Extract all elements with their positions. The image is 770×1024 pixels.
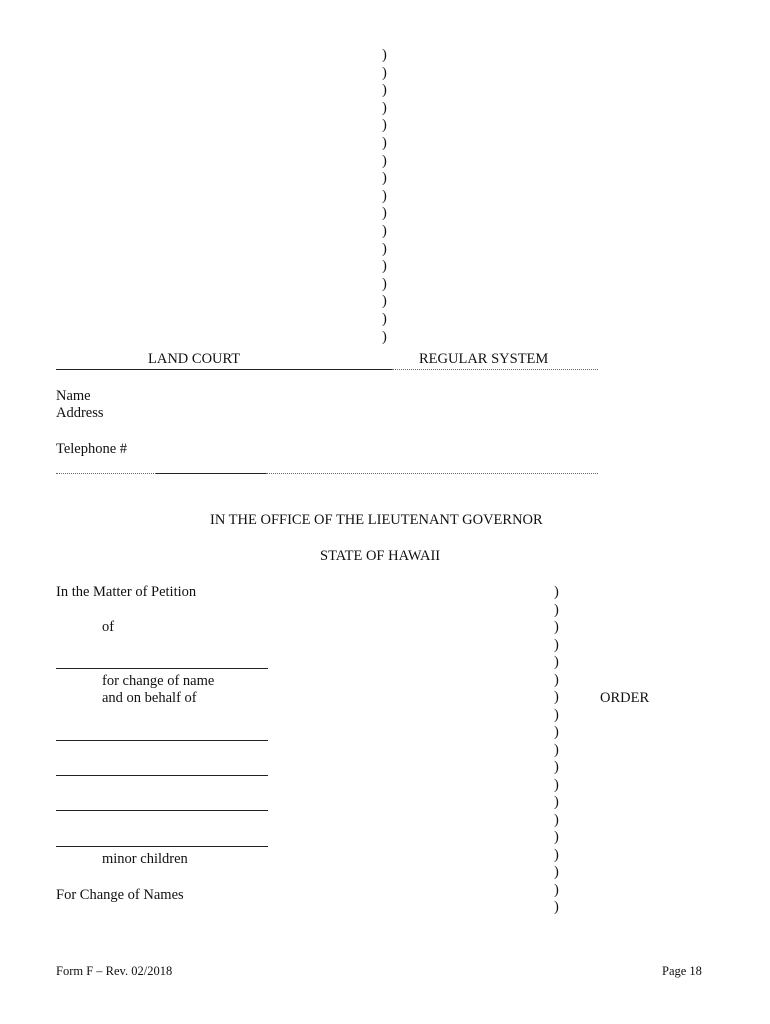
paren-mark: ) (554, 619, 559, 635)
paren-mark: ) (382, 311, 387, 327)
child-name-line-2 (56, 775, 268, 776)
paren-mark: ) (554, 601, 559, 618)
paren-mark: ) (382, 82, 387, 99)
paren-mark: ) (554, 829, 559, 845)
recording-divider-right (392, 369, 598, 370)
child-name-line-1 (56, 740, 268, 741)
return-divider-mid (156, 473, 266, 474)
paren-mark: ) (554, 794, 559, 810)
paren-mark: ) (554, 811, 559, 828)
paren-mark: ) (554, 759, 559, 775)
paren-mark: ) (554, 741, 559, 758)
paren-mark: ) (554, 706, 559, 723)
minor-children-label: minor children (102, 851, 188, 867)
petitioner-name-line (56, 668, 268, 669)
paren-mark: ) (554, 671, 559, 688)
paren-mark: ) (382, 275, 387, 292)
paren-mark: ) (554, 846, 559, 863)
paren-mark: ) (382, 117, 387, 134)
child-name-line-3 (56, 810, 268, 811)
child-name-line-4 (56, 846, 268, 847)
paren-mark: ) (382, 240, 387, 257)
state-heading: STATE OF HAWAII (320, 548, 441, 564)
paren-mark: ) (554, 776, 559, 793)
address-label: Address (56, 405, 104, 421)
paren-mark: ) (382, 328, 387, 345)
land-court-label: LAND COURT (148, 351, 241, 367)
form-id: Form F – Rev. 02/2018 (56, 964, 173, 978)
paren-mark: ) (554, 724, 559, 740)
recording-divider-left (56, 369, 392, 370)
of-label: of (102, 619, 115, 635)
on-behalf-label: and on behalf of (102, 690, 197, 706)
paren-mark: ) (554, 654, 559, 670)
paren-mark: ) (554, 689, 559, 705)
page-number: Page 18 (662, 964, 702, 978)
return-divider-left (56, 473, 156, 474)
paren-mark: ) (382, 187, 387, 204)
change-of-name-label: for change of name (102, 673, 215, 689)
paren-mark: ) (554, 881, 559, 898)
paren-mark: ) (554, 636, 559, 653)
paren-mark: ) (554, 584, 559, 600)
paren-mark: ) (382, 293, 387, 310)
paren-mark: ) (554, 899, 559, 915)
paren-mark: ) (382, 170, 387, 187)
paren-mark: ) (554, 864, 559, 880)
telephone-label: Telephone # (56, 441, 128, 457)
paren-mark: ) (382, 258, 387, 275)
return-divider-right (266, 473, 598, 474)
order-title: ORDER (600, 690, 650, 706)
paren-mark: ) (382, 47, 387, 63)
matter-label: In the Matter of Petition (56, 584, 197, 600)
paren-mark: ) (382, 99, 387, 116)
name-label: Name (56, 388, 91, 404)
paren-mark: ) (382, 135, 387, 151)
regular-system-label: REGULAR SYSTEM (419, 351, 549, 367)
office-heading: IN THE OFFICE OF THE LIEUTENANT GOVERNOR (210, 512, 543, 528)
for-change-of-names-label: For Change of Names (56, 887, 184, 903)
paren-mark: ) (382, 223, 387, 239)
paren-mark: ) (382, 205, 387, 222)
paren-mark: ) (382, 152, 387, 169)
paren-mark: ) (382, 64, 387, 81)
